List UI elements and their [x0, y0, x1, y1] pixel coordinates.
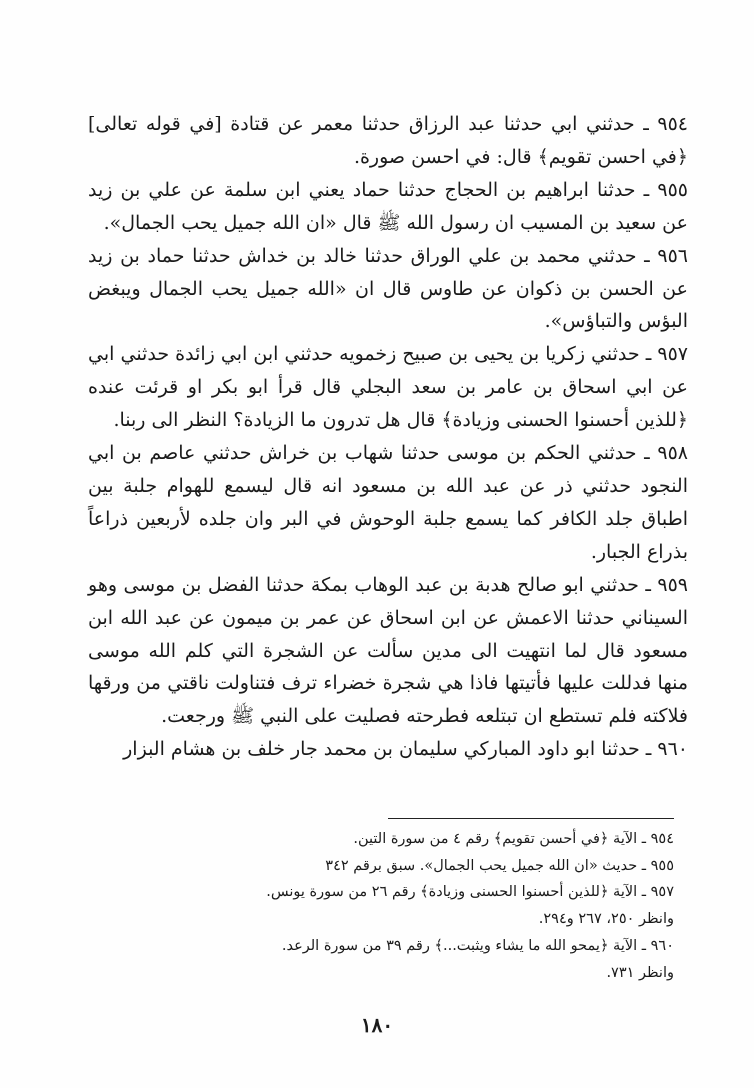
hadith-955: ٩٥٥ ـ حدثنا ابراهيم بن الحجاج حدثنا حماد يعني ابن سلمة عن علي بن زيد عن سعيد بن المسيب ان رسول الله ﷺ قال «ان الله جميل يحب الجمال». [88, 178, 688, 234]
hadith-956: ٩٥٦ ـ حدثني محمد بن علي الوراق حدثنا خالد بن خداش حدثنا حماد بن زيد عن الحسن بن ذكوان عن طاوس قال ان «الله جميل يحب الجمال ويبغض البؤس والتباؤس». [88, 244, 688, 333]
footnote-960-ref: وانظر ٧٣١. [606, 964, 674, 981]
footnote-954: ٩٥٤ ـ الآية ﴿في أحسن تقويم﴾ رقم ٤ من سورة التين. [353, 831, 674, 847]
hadith-957: ٩٥٧ ـ حدثني زكريا بن يحيى بن صبيح زخمويه حدثني ابن ابي زائدة حدثني ابي عن ابي اسحاق بن عامر بن سعد البجلي قال قرأ ابو بكر او قرئت عنده ﴿للذين أحسنوا الحسنى وزيادة﴾ قال هل تدرون ما الزيادة؟ النظر الى ربنا. [88, 343, 688, 432]
footnote-divider [388, 818, 674, 819]
footnote-957-ref: وانظر ٢٥٠، ٢٦٧ و٢٩٤. [538, 911, 674, 928]
hadith-960: ٩٦٠ ـ حدثنا ابو داود المباركي سليمان بن محمد جار خلف بن هشام البزار [123, 738, 688, 761]
hadith-959: ٩٥٩ ـ حدثني ابو صالح هدبة بن عبد الوهاب بمكة حدثنا الفضل بن موسى وهو السيناني حدثنا الاعمش عن ابن اسحاق عن عمر بن ميمون عن عبد الله ابن مسعود قال لما انتهيت الى مدين سألت عن الشجرة التي كلم الله موسى منها فدللت عليها فأتيتها فاذا هي شجرة خضراء ترف فتناولت ناقتي من ورقها فلاكته فلم تستطع ان تبتلعه فطرحته فصليت على النبي ﷺ ورجعت. [88, 573, 688, 728]
hadith-958: ٩٥٨ ـ حدثني الحكم بن موسى حدثنا شهاب بن خراش حدثني عاصم بن ابي النجود حدثني ذر عن عبد الله بن مسعود انه قال ليسمع للهوام جلبة بين اطباق جلد الكافر كما يسمع جلبة الوحوش في البر وان جلده لأربعين ذراعاً بذراع الجبار. [88, 442, 688, 563]
footnotes [120, 826, 674, 986]
footnote-957: ٩٥٧ ـ الآية ﴿للذين أحسنوا الحسنى وزيادة﴾ رقم ٢٦ من سورة يونس. [266, 884, 674, 901]
page-number: ١٨٠ [360, 1013, 394, 1037]
main-text [88, 108, 688, 766]
footnote-960: ٩٦٠ ـ الآية ﴿يمحو الله ما يشاء ويثبت...﴾ رقم ٣٩ من سورة الرعد. [281, 937, 674, 954]
hadith-954: ٩٥٤ ـ حدثني ابي حدثنا عبد الرزاق حدثنا معمر عن قتادة [في قوله تعالى] ﴿في احسن تقويم﴾ قال: في احسن صورة. [88, 113, 688, 168]
footnote-955: ٩٥٥ ـ حديث «ان الله جميل يحب الجمال». سبق برقم ٣٤٢ [325, 857, 674, 874]
